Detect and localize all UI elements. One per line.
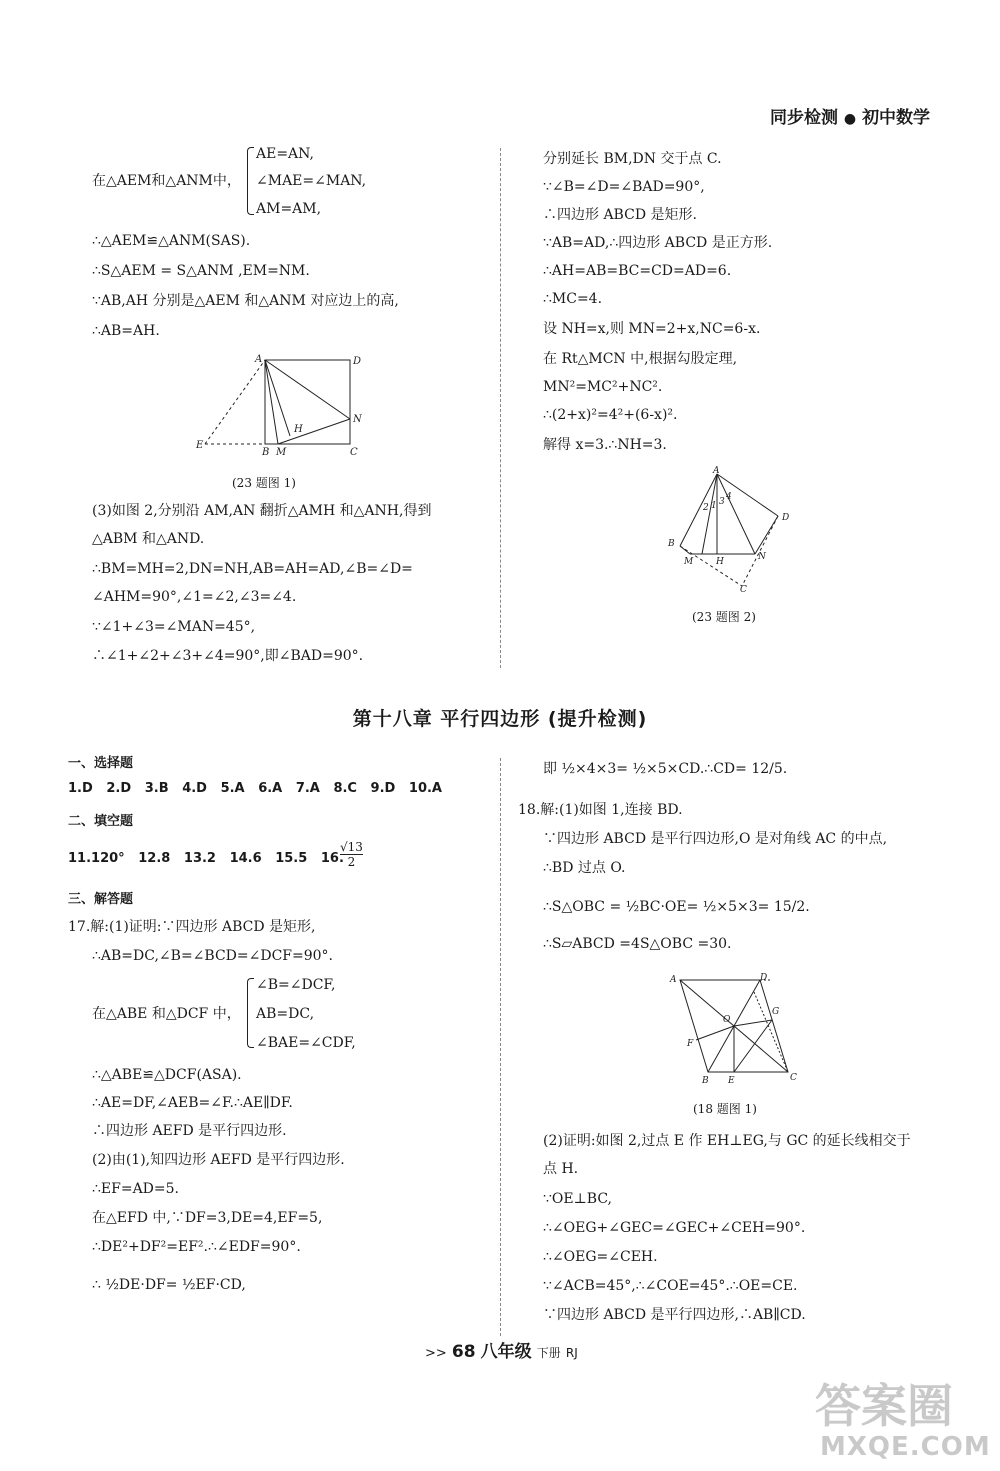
brace2-line-2: AB=DC, (256, 1006, 315, 1022)
fig2-label-d: D (782, 513, 790, 523)
fig3-label-b: B (702, 1076, 709, 1086)
fig2-label-b: B (668, 539, 675, 549)
choice-answer: 4.D (182, 781, 207, 796)
fig2-label-m: M (684, 557, 694, 567)
fig2-label-c: C (740, 585, 747, 594)
left-top-line-1: 在△AEM和△ANM中， (92, 173, 241, 189)
left-bottom-line-9: 在△EFD 中,∵DF=3,DE=4,EF=5, (92, 1210, 323, 1226)
figure-23-1 (190, 352, 370, 457)
fig3-label-o: O (723, 1015, 731, 1025)
right-top-line-2: ∵∠B=∠D=∠BAD=90°, (543, 179, 705, 195)
left-bottom-line-1: 17.解:(1)证明:∵四边形 ABCD 是矩形, (68, 919, 316, 935)
figure-23-2 (660, 466, 800, 594)
fig1-label-c: C (350, 447, 358, 457)
choice-answer: 10.A (408, 781, 442, 796)
left-mid-line-5: ∵∠1+∠3=∠MAN=45°, (92, 619, 256, 635)
right-bottom-line-4: ∴BD 过点 O. (543, 860, 626, 876)
fig1-caption: (23 题图 1) (232, 476, 296, 490)
choice-answer: 1.D (68, 781, 93, 796)
section-fill: 二、填空题 (68, 814, 134, 829)
fig2-label-4: 4 (726, 492, 732, 502)
header-title: 同步检测 (770, 108, 838, 128)
page-footer (425, 1337, 578, 1362)
left-mid-line-1: (3)如图 2,分别沿 AM,AN 翻折△AMH 和△ANH,得到 (92, 503, 432, 519)
choice-answers-row (68, 780, 442, 798)
choice-answer: 5.A (220, 781, 245, 796)
left-mid-line-4: ∠AHM=90°,∠1=∠2,∠3=∠4. (92, 589, 297, 605)
left-bottom-line-2: ∴AB=DC,∠B=∠BCD=∠DCF=90°. (92, 948, 333, 964)
fig1-label-b: B (262, 447, 270, 457)
footer-edition: RJ (565, 1346, 578, 1360)
left-bottom-line-5: ∴AE=DF,∠AEB=∠F.∴AE∥DF. (92, 1095, 293, 1111)
left-bottom-line-6: ∴四边形 AEFD 是平行四边形. (92, 1123, 287, 1139)
fill16-fraction (340, 840, 363, 869)
fig3-label-g: G (772, 1007, 780, 1017)
right-bottom-line-3: ∵四边形 ABCD 是平行四边形,O 是对角线 AC 的中点, (543, 831, 888, 847)
right-top-line-10: ∴(2+x)²=4²+(6-x)². (543, 407, 678, 423)
fill16-denominator: 2 (347, 855, 356, 869)
right-top-line-4: ∵AB=AD,∴四边形 ABCD 是正方形. (543, 235, 773, 251)
section-choice: 一、选择题 (68, 756, 134, 771)
left-bottom-line-3: 在△ABE 和△DCF 中， (92, 1006, 241, 1022)
left-top-line-2: ∴△AEM≌△ANM(SAS). (92, 233, 251, 249)
left-top-line-4: ∵AB,AH 分别是△AEM 和△ANM 对应边上的高, (92, 293, 399, 309)
right-top-line-3: ∴四边形 ABCD 是矩形. (543, 207, 697, 223)
fig2-label-2: 2 (703, 503, 709, 513)
fig3-label-c: C (790, 1073, 797, 1083)
column-divider-top (500, 148, 501, 668)
right-top-line-6: ∴MC=4. (543, 291, 603, 307)
right-bottom2-line-5: ∴∠OEG=∠CEH. (543, 1249, 658, 1265)
fig2-label-h: H (716, 557, 724, 567)
right-bottom2-line-1: (2)证明:如图 2,过点 E 作 EH⊥EG,与 GC 的延长线相交于 (543, 1133, 911, 1149)
footer-volume: 下册 (536, 1346, 561, 1360)
fig2-caption: (23 题图 2) (692, 610, 756, 624)
right-bottom2-line-2: 点 H. (543, 1161, 579, 1177)
watermark-logo: 答案圈 (815, 1379, 953, 1433)
brace1-line-2: ∠MAE=∠MAN, (256, 173, 367, 189)
right-bottom2-line-4: ∴∠OEG+∠GEC=∠GEC+∠CEH=90°. (543, 1220, 806, 1236)
brace-1 (247, 147, 254, 215)
fill16-numerator: √13 (340, 840, 363, 854)
left-bottom-line-7: (2)由(1),知四边形 AEFD 是平行四边形. (92, 1152, 345, 1168)
right-bottom-line-6: ∴S▱ABCD =4S△OBC =30. (543, 936, 732, 952)
header-subject: 初中数学 (862, 108, 931, 128)
choice-answer: 9.D (370, 781, 396, 796)
fill-answer: 11.120° (68, 851, 125, 866)
column-divider-bottom (500, 758, 501, 1336)
brace1-line-3: AM=AM, (256, 201, 322, 217)
left-bottom-line-10: ∴DE²+DF²=EF².∴∠EDF=90°. (92, 1239, 301, 1255)
right-top-line-1: 分别延长 BM,DN 交于点 C. (543, 151, 722, 167)
choice-answer: 3.B (144, 781, 169, 796)
fig1-label-e: E (196, 440, 204, 451)
right-bottom-line-1: 即 ½×4×3= ½×5×CD.∴CD= 12/5. (543, 761, 788, 777)
fig1-label-m: M (276, 447, 287, 457)
fill-answer: 16. (320, 851, 344, 866)
fig3-caption: (18 题图 1) (693, 1102, 757, 1116)
footer-grade: 八年级 (480, 1342, 532, 1362)
watermark-url: MXQE.COM (820, 1432, 991, 1462)
fill-answer: 14.6 (229, 851, 262, 866)
right-bottom-line-5: ∴S△OBC = ½BC·OE= ½×5×3= 15/2. (543, 899, 810, 915)
left-mid-line-6: ∴∠1+∠2+∠3+∠4=90°,即∠BAD=90°. (92, 648, 364, 664)
choice-answer: 6.A (258, 781, 283, 796)
right-top-line-7: 设 NH=x,则 MN=2+x,NC=6-x. (543, 321, 761, 337)
left-bottom-line-8: ∴EF=AD=5. (92, 1181, 179, 1197)
brace2-line-1: ∠B=∠DCF, (256, 977, 336, 993)
right-top-line-8: 在 Rt△MCN 中,根据勾股定理, (543, 351, 738, 367)
right-top-line-11: 解得 x=3.∴NH=3. (543, 437, 667, 453)
fill-answer: 13.2 (183, 851, 216, 866)
fill-answers-row (68, 850, 344, 868)
brace1-line-1: AE=AN, (256, 146, 314, 162)
fig2-label-a: A (713, 466, 720, 476)
choice-answer: 8.C (333, 781, 357, 796)
page-number: 68 (451, 1342, 476, 1362)
right-top-line-5: ∴AH=AB=BC=CD=AD=6. (543, 263, 732, 279)
fig1-label-n: N (353, 414, 362, 425)
brace-2 (247, 978, 254, 1048)
fig2-label-3: 3 (719, 497, 725, 507)
left-mid-line-2: △ABM 和△AND. (92, 531, 205, 547)
fill-answer: 12.8 (138, 851, 171, 866)
brace2-line-3: ∠BAE=∠CDF, (256, 1035, 356, 1051)
fill-answer: 15.5 (275, 851, 308, 866)
right-bottom-line-2: 18.解:(1)如图 1,连接 BD. (518, 802, 683, 818)
fig3-label-f: F (687, 1039, 694, 1049)
right-bottom2-line-6: ∵∠ACB=45°,∴∠COE=45°.∴OE=CE. (543, 1278, 798, 1294)
choice-answer: 2.D (106, 781, 132, 796)
right-bottom2-line-3: ∵OE⊥BC, (543, 1191, 612, 1207)
header (770, 103, 930, 128)
section-answer: 三、解答题 (68, 892, 134, 907)
fig1-label-h: H (294, 424, 303, 435)
left-top-line-3: ∴S△AEM = S△ANM ,EM=NM. (92, 263, 310, 279)
fig1-label-a: A (255, 354, 263, 365)
fig3-label-a: A (670, 975, 677, 985)
left-bottom-line-4: ∴△ABE≌△DCF(ASA). (92, 1067, 242, 1083)
chapter-title: 第十八章 平行四边形 (提升检测) (352, 708, 648, 730)
left-top-line-5: ∴AB=AH. (92, 323, 160, 339)
right-bottom2-line-7: ∵四边形 ABCD 是平行四边形,∴AB∥CD. (543, 1307, 806, 1323)
figure-18-1 (660, 968, 810, 1088)
fig1-label-d: D (353, 356, 362, 367)
footer-arrows: >> (425, 1346, 447, 1361)
bulb-icon: ● (843, 111, 857, 127)
left-bottom-line-11: ∴ ½DE·DF= ½EF·CD, (92, 1277, 246, 1293)
right-top-line-9: MN²=MC²+NC². (543, 379, 663, 395)
fig3-label-e: E (728, 1076, 735, 1086)
choice-answer: 7.A (295, 781, 320, 796)
fig2-label-n: N (758, 552, 766, 562)
left-mid-line-3: ∴BM=MH=2,DN=NH,AB=AH=AD,∠B=∠D= (92, 561, 413, 577)
fig3-label-d: D (760, 973, 768, 983)
fig2-label-1: 1 (711, 501, 717, 511)
